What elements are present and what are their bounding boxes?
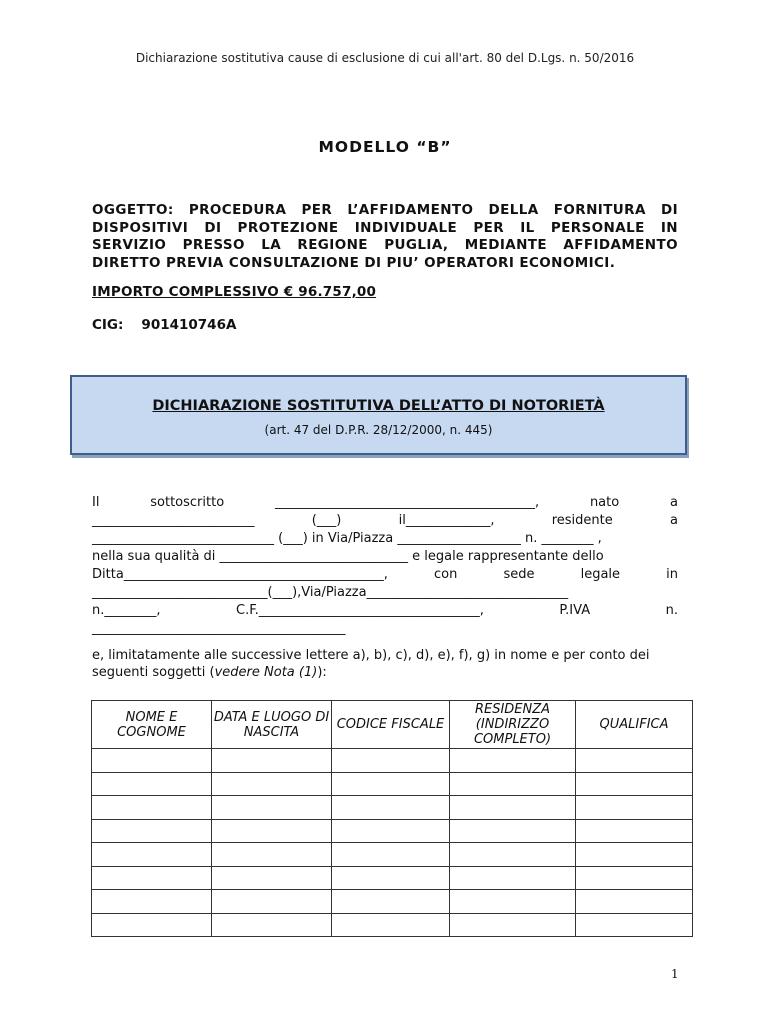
table-cell[interactable] [332, 890, 450, 914]
page-number: 1 [671, 967, 679, 981]
dichiarazione-title: DICHIARAZIONE SOSTITUTIVA DELL’ATTO DI NOTORIETÀ [152, 398, 605, 414]
birthplace-field[interactable]: _________________________ [92, 513, 255, 528]
table-cell[interactable] [212, 843, 332, 867]
column-header-residenza: RESIDENZA (INDIRIZZO COMPLETO) [450, 701, 576, 749]
form-line[interactable] [92, 621, 392, 636]
table-cell[interactable] [450, 772, 576, 796]
table-cell[interactable] [450, 843, 576, 867]
table-cell[interactable] [450, 796, 576, 820]
table-cell[interactable] [92, 796, 212, 820]
table-cell[interactable] [92, 819, 212, 843]
table-cell[interactable] [576, 796, 693, 820]
form-line[interactable] [92, 549, 678, 564]
table-cell[interactable] [332, 796, 450, 820]
table-cell[interactable] [92, 913, 212, 937]
soggetti-paragraph: e, limitatamente alle successive lettere a), b), c), d), e), f), g) in nome e per conto dei seguenti soggetti (vedere Nota (1)): [92, 648, 650, 680]
table-cell[interactable] [212, 819, 332, 843]
table-cell[interactable] [450, 749, 576, 773]
table-cell[interactable] [450, 890, 576, 914]
table-cell[interactable] [332, 866, 450, 890]
table-cell[interactable] [332, 913, 450, 937]
table-cell[interactable] [212, 772, 332, 796]
oggetto-paragraph: OGGETTO: PROCEDURA PER L’AFFIDAMENTO DELLA FORNITURA DI DISPOSITIVI DI PROTEZIONE INDIVIDUALE PER IL PERSONALE IN SERVIZIO PRESSO LA REGIONE PUGLIA, MEDIANTE AFFIDAMENTO DIRETTO PREVIA CONSULTAZIONE DI PIU’ OPERATORI ECONOMICI. [92, 202, 678, 271]
table-cell[interactable] [576, 890, 693, 914]
table-cell[interactable] [212, 749, 332, 773]
note-reference: vedere Nota (1) [214, 665, 318, 680]
table-row [92, 843, 693, 867]
table-cell[interactable] [332, 819, 450, 843]
column-header-data-luogo: DATA E LUOGO DI NASCITA [212, 701, 332, 749]
form-line: n.________, C.F.__________________________________, P.IVA n. [92, 603, 678, 618]
table-cell[interactable] [92, 890, 212, 914]
table-cell[interactable] [576, 913, 693, 937]
table-cell[interactable] [92, 772, 212, 796]
table-cell[interactable] [450, 819, 576, 843]
table-row [92, 866, 693, 890]
table-cell[interactable] [92, 749, 212, 773]
table-cell[interactable] [576, 843, 693, 867]
civic-number-field[interactable]: n.________, [92, 603, 161, 618]
table-cell[interactable] [332, 772, 450, 796]
sede-field[interactable]: ___________________________(___),Via/Piazza_______________________________ [92, 585, 569, 600]
soggetti-table [91, 700, 693, 937]
table-cell[interactable] [332, 843, 450, 867]
table-cell[interactable] [576, 866, 693, 890]
table-cell[interactable] [92, 866, 212, 890]
name-field[interactable]: ________________________________________, [274, 495, 540, 510]
table-header-row [92, 701, 693, 749]
table-cell[interactable] [450, 913, 576, 937]
table-cell[interactable] [332, 749, 450, 773]
ditta-field[interactable]: Ditta________________________________________, [92, 567, 388, 582]
codice-fiscale-field[interactable]: C.F.__________________________________, [236, 603, 484, 618]
dichiarazione-subtitle: (art. 47 del D.P.R. 28/12/2000, n. 445) [264, 423, 493, 437]
form-line: Il sottoscritto ________________________________________, nato a [92, 495, 678, 510]
table-cell[interactable] [92, 843, 212, 867]
table-row [92, 796, 693, 820]
cig-value: 901410746A [141, 317, 237, 333]
column-header-codice-fiscale: CODICE FISCALE [332, 701, 450, 749]
dichiarazione-box [70, 375, 687, 455]
form-line: _________________________ (___) il_____________, residente a [92, 513, 678, 528]
table-row [92, 913, 693, 937]
table-cell[interactable] [576, 749, 693, 773]
table-row [92, 772, 693, 796]
birthdate-field[interactable]: il_____________, [398, 513, 495, 528]
column-header-nome: NOME E COGNOME [92, 701, 212, 749]
page-header: Dichiarazione sostitutiva cause di esclusione di cui all'art. 80 del D.Lgs. n. 50/2016 [135, 51, 635, 65]
form-line[interactable] [92, 531, 678, 546]
table-row [92, 890, 693, 914]
table-cell[interactable] [576, 819, 693, 843]
cig-label: CIG: [92, 317, 124, 333]
form-line[interactable] [92, 585, 627, 600]
table-cell[interactable] [450, 866, 576, 890]
cig-line [92, 317, 236, 333]
table-cell[interactable] [212, 913, 332, 937]
document-title: MODELLO “B” [318, 138, 452, 156]
table-row [92, 819, 693, 843]
table-cell[interactable] [212, 890, 332, 914]
residence-field[interactable]: ____________________________ (___) in Via/Piazza ___________________ n. ________ , [92, 531, 602, 546]
form-line: Ditta________________________________________, con sede legale in [92, 567, 678, 582]
table-cell[interactable] [576, 772, 693, 796]
qualita-field[interactable]: nella sua qualità di _____________________________ e legale rappresentante dello [92, 549, 604, 564]
column-header-qualifica: QUALIFICA [576, 701, 693, 749]
table-cell[interactable] [212, 796, 332, 820]
partita-iva-field[interactable]: _______________________________________ [92, 621, 346, 636]
province-field[interactable]: (___) [311, 513, 342, 528]
table-row [92, 749, 693, 773]
importo-complessivo: IMPORTO COMPLESSIVO € 96.757,00 [92, 284, 377, 300]
table-cell[interactable] [212, 866, 332, 890]
